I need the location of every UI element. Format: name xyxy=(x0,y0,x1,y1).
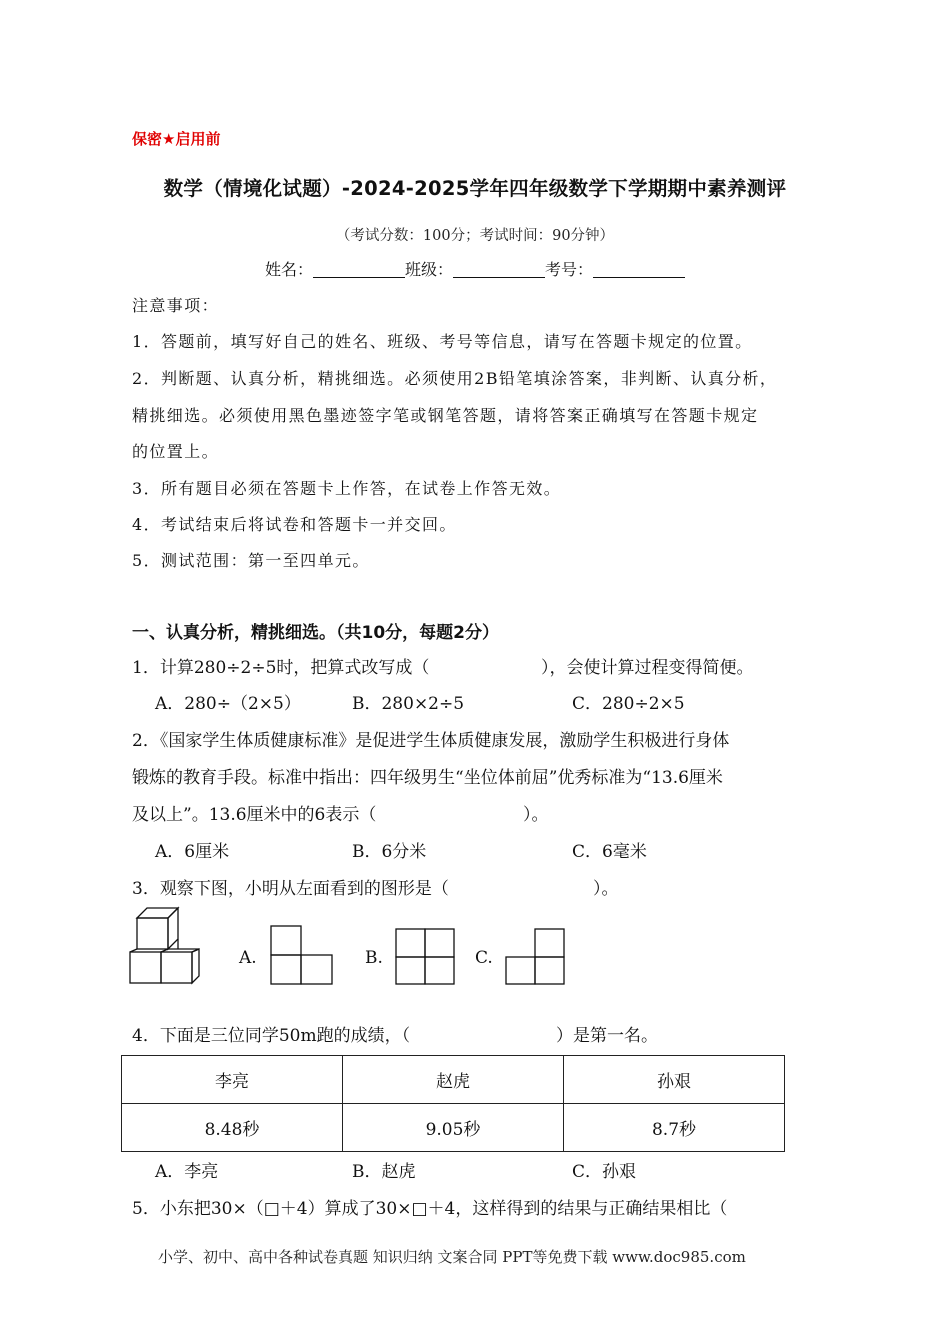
student-info-line xyxy=(0,257,950,280)
q1-option-a[interactable]: A．280÷（2×5） xyxy=(155,694,301,714)
table-row xyxy=(122,1056,785,1104)
name-blank[interactable] xyxy=(313,261,405,278)
table-cell: 9.05秒 xyxy=(343,1104,564,1152)
question-4-stem-end: ）是第一名。 xyxy=(556,1026,658,1046)
q2-option-c[interactable]: C．6毫米 xyxy=(572,842,647,862)
footer-text: 小学、初中、高中各种试卷真题 知识归纳 文案合同 PPT等免费下载 www.doc985.com xyxy=(158,1248,746,1266)
q1-option-c[interactable]: C．280÷2×5 xyxy=(572,694,685,714)
table-cell: 8.7秒 xyxy=(564,1104,785,1152)
name-label: 姓名： xyxy=(264,260,313,279)
q4-option-b[interactable]: B．赵虎 xyxy=(352,1162,416,1182)
q4-option-a[interactable]: A．李亮 xyxy=(155,1162,219,1182)
question-2-line: 2．《国家学生体质健康标准》是促进学生体质健康发展，激励学生积极进行身体 xyxy=(132,731,730,751)
results-table xyxy=(121,1055,785,1152)
note-item: 的位置上。 xyxy=(132,442,220,461)
question-3-stem-end: ）。 xyxy=(593,879,619,899)
table-row xyxy=(122,1104,785,1152)
note-item: 5．测试范围：第一至四单元。 xyxy=(132,551,370,570)
q3-option-b-label[interactable]: B. xyxy=(365,948,383,968)
page-title: 数学（情境化试题）-2024-2025学年四年级数学下学期期中素养测评 xyxy=(163,177,787,200)
note-item: 4．考试结束后将试卷和答题卡一并交回。 xyxy=(132,515,457,534)
q4-option-c[interactable]: C．孙艰 xyxy=(572,1162,637,1182)
question-4-stem-start: 4．下面是三位同学50m跑的成绩，（ xyxy=(132,1026,411,1046)
question-2-line: 锻炼的教育手段。标准中指出：四年级男生“坐位体前屈”优秀标准为“13.6厘米 xyxy=(132,768,723,788)
cube-stack-figure xyxy=(128,904,214,986)
exam-no-blank[interactable] xyxy=(593,261,685,278)
question-5-stem: 5．小东把30×（□＋4）算成了30×□＋4，这样得到的结果与正确结果相比（ xyxy=(132,1199,728,1219)
question-1-stem-start: 1．计算280÷2÷5时，把算式改写成（ xyxy=(132,658,430,678)
q2-option-b[interactable]: B．6分米 xyxy=(352,842,427,862)
table-cell: 8.48秒 xyxy=(122,1104,343,1152)
q3-option-a-figure[interactable] xyxy=(270,925,334,985)
note-item: 3．所有题目必须在答题卡上作答，在试卷上作答无效。 xyxy=(132,479,562,498)
confidential-label: 保密★启用前 xyxy=(132,130,221,148)
note-item: 1．答题前，填写好自己的姓名、班级、考号等信息，请写在答题卡规定的位置。 xyxy=(132,332,753,351)
exam-no-label: 考号： xyxy=(545,260,594,279)
note-item: 精挑细选。必须使用黑色墨迹签字笔或钢笔答题，请将答案正确填写在答题卡规定 xyxy=(132,406,759,425)
class-blank[interactable] xyxy=(453,261,545,278)
q3-option-c-figure[interactable] xyxy=(505,928,567,986)
section-heading: 一、认真分析，精挑细选。（共10分，每题2分） xyxy=(132,623,499,643)
q2-option-a[interactable]: A．6厘米 xyxy=(155,842,230,862)
note-item: 2．判断题、认真分析，精挑细选。必须使用2B铅笔填涂答案，非判断、认真分析， xyxy=(132,369,778,388)
table-header-cell: 李亮 xyxy=(122,1056,343,1104)
q3-option-b-figure[interactable] xyxy=(395,928,457,986)
question-2-line-end: ）。 xyxy=(523,805,549,825)
table-header-cell: 赵虎 xyxy=(343,1056,564,1104)
question-3-stem-start: 3．观察下图，小明从左面看到的图形是（ xyxy=(132,879,449,899)
q1-option-b[interactable]: B．280×2÷5 xyxy=(352,694,465,714)
q3-option-a-label[interactable]: A. xyxy=(239,948,257,968)
exam-subtitle: （考试分数：100分；考试时间：90分钟） xyxy=(335,228,615,244)
table-header-cell: 孙艰 xyxy=(564,1056,785,1104)
question-1-stem-end: ），会使计算过程变得简便。 xyxy=(541,658,754,678)
class-label: 班级： xyxy=(404,260,453,279)
question-2-line-start: 及以上”。13.6厘米中的6表示（ xyxy=(132,805,377,825)
q3-option-c-label[interactable]: C. xyxy=(475,948,493,968)
notes-heading: 注意事项： xyxy=(132,296,220,315)
